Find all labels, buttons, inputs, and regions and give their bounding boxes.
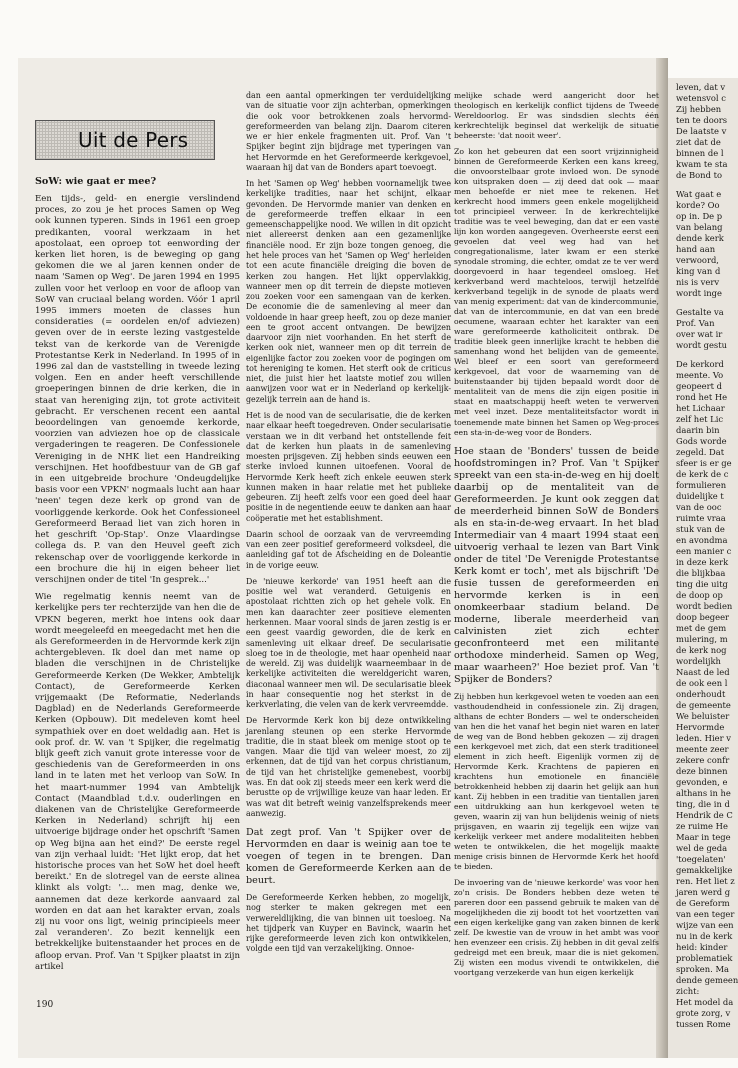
column-3 (454, 91, 659, 984)
text-line: onderhoudt (676, 689, 726, 699)
text-line: in deze kerk (676, 557, 729, 567)
text-line: dende kerk (676, 233, 724, 243)
paragraph: De Gereformeerde Kerken hebben, zo mogelijk, nog sterker te maken gekregen met een verwereldlijking, die van binnen uit toesloeg. Na het tijdperk van Kuyper en Bavinck, waarin het rijke gereformeerde leven zich kon ontwikkelen, volgde een tijd van verzakelijking. Onnoe- (246, 893, 451, 954)
text-line: heid: kinder (676, 942, 728, 952)
text-line: kwam te sta (676, 159, 728, 169)
text-line: doop begeer (676, 612, 730, 622)
text-line: duidelijke t (676, 491, 724, 501)
text-line: grote zorg, v (676, 1008, 731, 1018)
text-line: van de ooc (676, 502, 722, 512)
text-line (676, 299, 738, 307)
text-line: nis is verv (676, 277, 720, 287)
text-line: wetensvol c (676, 93, 726, 103)
text-line: We beluister (676, 711, 730, 721)
text-line: de kerk nog (676, 645, 727, 655)
text-line: de kerk de c (676, 469, 729, 479)
text-line: zekere confr (676, 755, 730, 765)
page-number: 190 (36, 1000, 54, 1010)
text-line: binnen de l (676, 148, 724, 158)
text-line: het Lichaar (676, 403, 725, 413)
text-line: wel de geda (676, 843, 728, 853)
text-line: wordelijkh (676, 656, 721, 666)
text-line: daarin bin (676, 425, 720, 435)
text-line: meente zeer (676, 744, 729, 754)
banner-title: Uit de Pers (78, 128, 189, 152)
text-line: ren. Het liet z (676, 876, 735, 886)
text-line: meente. Vo (676, 370, 724, 380)
text-line: zelf het Lic (676, 414, 724, 424)
text-line: ze ruime He (676, 821, 728, 831)
paragraph: De 'nieuwe kerkorde' van 1951 heeft aan die positie wel wat veranderd. Getuigenis en apostolaat richtten zich op het gehele volk. En men kan daarachter zeer positieve elementen herkennen. Maar vooral sinds de jaren zestig is er een geest vaardig geworden, die de kerk en samenleving uit elkaar dreef. De secularisatie sloeg toe in de theologie, met haar openheid naar de wereld. Zij was duidelijk waarneembaar in de kerkelijke activiteiten die wereldgericht waren, diaconaal wanneer men wil. De secularisatie bleek in haar consequentie nog het sterkst in de kerkverlating, die velen van de kerk vervreemdde. (246, 576, 451, 710)
paragraph: Hoe staan de 'Bonders' tussen de beide hoofdstromingen in? Prof. Van 't Spijker spreekt van een sta-in-de-weg en hij doelt daarbij op de mentaliteit van de Gereformeerden. Je kunt ook zeggen dat de meerderheid binnen SoW de Bonders als en sta-in-de-weg ervaart. In het blad Intermediair van 4 maart 1994 staat een uitvoerig verhaal te lezen van Bart Vink onder de titel 'De Verenigde Protestantse Kerk komt er toch', met als bijschrift 'De fusie tussen de gereformeerden en hervormde kerken is in een onomkeerbaar stadium beland. De moderne, liberale meerderheid van calvinisten ziet zich echter geconfronteerd met een militante orthodoxe minderheid. Samen op Weg, maar waarheen?' Hoe beziet prof. Van 't Spijker de Bonders? (454, 445, 659, 685)
paragraph: Een tijds-, geld- en energie verslindend proces, zo zou je het proces Samen op Weg ook kunnen typeren. Sinds in 1961 een groep predikanten, vooral werkzaam in het apostolaat, een oproep tot eenwording der kerken liet horen, is de beweging op gang gekomen die we al jaren kennen onder de naam 'Samen op Weg'. De jaren 1994 en 1995 zullen voor het verloop en voor de afloop van SoW van cruciaal belang worden. Vóór 1 april 1995 immers moeten de classes hun consideraties (= oordelen en/of adviezen) geven over de in eerste lezing vastgestelde tekst van de kerkorde van de Verenigde Protestantse Kerk in Nederland. In 1995 of in 1996 zal dan de vaststelling in tweede lezing volgen. Een en ander heeft verschillende groeperingen binnen de drie kerken, die in staat van hereniging zijn, tot grote activiteit gebracht. Er verschenen recent een aantal beoordelingen van genoemde kerkorde, voorzien van adviezen hoe op de classicale vergaderingen te reageren. De Confessionele Vereniging in de NHK liet een Handreiking verschijnen. Het hoofdbestuur van de GB gaf in een uitgebreide brochure 'Ondeugdelijke basis voor een VPKN' nogmaals lucht aan haar 'neen' tegen deze kerk op grond van de voorliggende kerkorde. Ook het Confessioneel Gereformeerd Beraad liet van zich horen in het geschrift 'Op-Stap'. Onze Vlaardingse collega ds. P. van den Heuvel geeft zich rekenschap over de voorliggende kerkorde in een brochure die hij in eigen beheer liet verschijnen onder de titel 'In gesprek...' (35, 194, 240, 585)
paragraph: De invoering van de 'nieuwe kerkorde' was voor hen zo'n crisis. De Bonders hebben deze weten te pareren door een passend gebruik te maken van de mogelijkheden die zij boodt tot het voortzetten van een eigen kerkelijke gang van zaken binnen de kerk zelf. De kwestie van de vrouw in het ambt was voor hen evenzeer een crisis. Zij hebben in dit geval zelfs gedreigd met een breuk, maar die is niet gekomen. Zij wisten een modus vivendi te ontwikkelen, die voortgang verzekerde van hun eigen kerkelijk (454, 877, 659, 977)
text-line: leden. Hier v (676, 733, 732, 743)
text-line: Naast de led (676, 667, 730, 677)
text-line: ruimte vraa (676, 513, 726, 523)
text-line: wordt bedien (676, 601, 733, 611)
right-page-text (676, 82, 738, 1030)
text-line: Wat gaat e (676, 189, 722, 199)
text-line: De kerkord (676, 359, 724, 369)
text-line: rond het He (676, 392, 728, 402)
text-line: ten te doors (676, 115, 728, 125)
text-line: geopeert d (676, 381, 723, 391)
text-line: nu in de kerk (676, 931, 733, 941)
text-line: wijze van een (676, 920, 734, 930)
text-line: de Gereform (676, 898, 730, 908)
text-line: van een teger (676, 909, 735, 919)
text-line: over wat ir (676, 329, 723, 339)
text-line: hand aan (676, 244, 716, 254)
paragraph: De Hervormde Kerk kon bij deze ontwikkeling jarenlang steunen op een sterke Hervormde traditie, die in staat bleek om menige stoot op te vangen. Maar die tijd van weleer moest, zo zij erkennen, dat de tijd van het corpus christianum, de tijd van het christelijke gemenebest, voorbij was. En dat ook zij steeds meer een kerk werd die berustte op de vrijwillige keuze van haar leden. Er was wat dit betreft weinig vanzelfsprekends meer aanwezig. (246, 716, 451, 818)
text-line: mulering, m (676, 634, 728, 644)
text-line: ziet dat de (676, 137, 721, 147)
text-line: king van d (676, 266, 721, 276)
column-1 (35, 168, 240, 979)
paragraph: Daarin school de oorzaak van de vervreemding van een zeer positief gereformeerd volksdeel, die aanleiding gaf tot de Afscheiding en de Doleantie in de vorige eeuw. (246, 529, 451, 570)
text-line: Gestalte va (676, 307, 724, 317)
text-line: Prof. Van (676, 318, 715, 328)
text-line: leven, dat v (676, 82, 726, 92)
text-line: op in. De p (676, 211, 723, 221)
text-line: wordt inge (676, 288, 722, 298)
text-line: sfeer is er ge (676, 458, 732, 468)
text-line: zicht: (676, 986, 700, 996)
text-line: van belang (676, 222, 723, 232)
text-line: gemakkelijke (676, 865, 733, 875)
text-line: ting, die in d (676, 799, 730, 809)
paragraph: melijke schade werd aangericht door het theologisch en kerkelijk conflict tijdens de Tweede Wereldoorlog. Er was sindsdien slechts één kerkrechtelijk beginsel dat werkelijk de situatie beheerste: 'dat nooit weer'. (454, 91, 659, 141)
text-line: korde? Oo (676, 200, 720, 210)
text-line: een manier c (676, 546, 732, 556)
text-line: Zij hebben (676, 104, 722, 114)
text-line: de doop op (676, 590, 723, 600)
text-line: de Bond to (676, 170, 723, 180)
text-line: 'toegelaten' (676, 854, 726, 864)
text-line: Hendrik de C (676, 810, 733, 820)
paragraph: Zo kon het gebeuren dat een soort vrijzinnigheid binnen de Gereformeerde Kerken een kans kreeg, die onvoorstelbaar grote invloed won. De synode kon uitspraken doen — zij deed dat ook — maar men behoefde er niet mee te rekenen. Het kerkrecht hood immers geen enkele mogelijkheid tot principieel verweer. In de kerkrechtelijke traditie was te veel beweging, dan dat er een vaste lijn kon worden aangegeven. Overheerste eerst een gevoelen dat veel weg had van het congregationalisme, later kwam er een sterke synodale stroming, die echter, omdat ze te ver werd doorgevoerd in haar tegendeel omsloeg. Het kerkverband werd machteloos, terwijl hetzelfde kerkverband tegelijk in de synode de plaats werd van menig experiment: dat van de kindercommunie, dat van de intercommunie, en dat van een brede oecumene, waaraan echter het karakter van een ware gereformeerde katholiciteit ontbrak. De traditie bleek geen innerlijke kracht te hebben die samenhang wond het belijden van de gemeente. Wel bleef er een soort van gereformeerd kerkgevoel, dat voor de waarneming van de buitenstaander bij tijden bepaald wordt door de mentaliteit van de mens die zijn eigen positie in staat en maatschappij heeft weten te verwerven met veel inzet. Deze mentaliteitsfactor wordt in toenemende mate binnen het Samen op Weg-proces een sta-in-de-weg voor de Bonders. (454, 147, 659, 437)
text-line (676, 351, 738, 359)
text-line: zegeld. Dat (676, 447, 725, 457)
column-2 (246, 91, 451, 961)
text-line: wordt gestu (676, 340, 727, 350)
text-line: althans in he (676, 788, 731, 798)
text-line: de gemeente (676, 700, 731, 710)
text-line: jaren werd g (676, 887, 731, 897)
paragraph: Het is de nood van de secularisatie, die de kerken naar elkaar heeft toegedreven. Onder secularisatie verstaan we in dit verband het ontstellende feit dat de kerken hun plaats in de samenleving moesten prijsgeven. Zij hebben sinds eeuwen een sterke invloed kunnen uitoefenen. Vooral de Hervormde Kerk heeft zich enkele eeuwen sterk kunnen maken in haar relatie met het publieke gebeuren. Zij heeft zelfs voor een goed deel haar positie in de negentiende eeuw te danken aan haar coöperatie met het establishment. (246, 410, 451, 523)
text-line: stuk van de (676, 524, 725, 534)
article-heading: SoW: wie gaat er mee? (35, 176, 157, 187)
text-line: problematiek (676, 953, 733, 963)
paragraph: dan een aantal opmerkingen ter verduidelijking van de situatie voor zijn achterban, opmerkingen die ook voor betrokkenen zoals hervormd-gereformeerden van belang zijn. Daarom citeren we er hier enkele fragmenten uit. Prof. Van 't Spijker begint zijn bijdrage met typeringen van het Hervormde en het Gereformeerde kerkgevoel, waaraan hij dat van de Bonders apart toevoegt. (246, 91, 451, 172)
text-line: dende gemeen (676, 975, 738, 985)
paragraph: Wie regelmatig kennis neemt van de kerkelijke pers ter rechterzijde van hen die de VPKN begeren, merkt hoe intens ook daar wordt meegeleefd en meegedacht met hen die als Gereformeerden in de Hervormde kerk zijn achtergebleven. Ik doel dan met name op bladen die verschijnen in de Christelijke Gereformeerde Kerken (De Wekker, Ambtelijk Contact), de Gereformeerde Kerken vrijgemaakt (De Reformatie, Nederlands Dagblad) en de Nederlands Gereformeerde Kerken (Opbouw). Dit medeleven komt heel sympathiek over en doet weldadig aan. Het is ook prof. dr. W. van 't Spijker, die regelmatig blijk geeft zich vanuit grote interesse voor de geschiedenis van de Gereformeerden in ons land in te laten met het verloop van SoW. In het maart-nummer 1994 van Ambtelijk Contact (Maandblad t.d.v. ouderlingen en diakenen van de Christelijke Gereformeerde Kerken in Nederland) schrijft hij een uitvoerige bijdrage onder het opschrift 'Samen op Weg bijna aan het eind?' De eerste regel van zijn verhaal luidt: 'Het lijkt erop, dat het historische proces van het SoW het doel heeft bereikt.' En de slotregel van de eerste alinea klinkt als volgt: '... men mag, denke we, aannemen dat deze kerkorde aanvaard zal worden en dat aan het karakter ervan, zoals zij nu voor ons ligt, weinig principieels meer zal veranderen'. Zo bezit kennelijk een betrekkelijke buitenstaander het proces en de afloop ervan. Prof. Van 't Spijker plaatst in zijn artikel (35, 592, 240, 972)
section-banner (35, 120, 215, 160)
text-line (676, 181, 738, 189)
text-line: en avondma (676, 535, 728, 545)
text-line: verwoord, (676, 255, 719, 265)
paragraph: Zij hebben hun kerkgevoel weten te voeden aan een vasthoudendheid in confessionele zin. Zij dragen, althans de echter Bonders — wel te onderscheiden van hen die het vanaf het begin niet waren en later de weg van de Bond hebben gekozen — zij dragen een kerkgevoel met zich, dat een sterk traditioneel element in zich heeft. Eigenlijk vormen zij de Hervormde Kerk. Krachtens de papieren en krachtens hun emotionele en financiële betrokkenheid hebben zij daarin het gelijk aan hun kant. Zij hebben in een traditie van tientallen jaren een uitdrukking aan hun kerkgevoel weten te geven, waarin zij van hun belijdenis weinig of niets prijsgaven, en waarin zij tegelijk een wijze van kerkelijk verkeer met andere modaliteiten hebben weten te ontwikkelen, die het mogelijk maakte menige crisis binnen de Hervormde Kerk het hoofd te bieden. (454, 691, 659, 871)
text-line: formulieren (676, 480, 727, 490)
text-line: met de gem (676, 623, 727, 633)
text-line: gevonden, e (676, 777, 728, 787)
paragraph: In het 'Samen op Weg' hebben voornamelijk twee kerkelijke tradities, naar het schijnt, elkaar gevonden. De Hervormde manier van denken en de gereformeerde treffen elkaar in een gemeenschappelijke nood. We willen in dit opzicht niet allereerst denken aan een gezamenlijke financiële nood. Er zijn boze tongen genoeg, die het hele proces van het 'Samen op Weg' herleiden tot een acute financiële dreiging die boven de kerken zou hangen. Het lijkt oppervlakkig, wanneer men op dit terrein de diepste motieven zou zoeken voor een samengaan van de kerken. De economie die de samenleving al meer dan voldoende in haar greep heeft, zou op deze manier een te groot accent ontvangen. De bewijzen daarvoor zijn niet voorhanden. En het sterft de kerken ook niet, wanneer men op dit terrein de eigenlijke factor zou zoeken voor de pogingen om tot hereniging te komen. Het sterft ook de criticus niet, die juist hier het laatste motief zou willen aanwijzen voor wat er in Nederland op kerkelijk-gezelijk terrein aan de hand is. (246, 179, 451, 404)
text-line: sproken. Ma (676, 964, 730, 974)
text-line: Hervormde (676, 722, 725, 732)
text-line: ting die uitg (676, 579, 728, 589)
text-line: Maar in tege (676, 832, 731, 842)
text-line: die blijkbaa (676, 568, 726, 578)
text-line: de ook een l (676, 678, 728, 688)
text-line: tussen Rome (676, 1019, 731, 1029)
paragraph: Dat zegt prof. Van 't Spijker over de Hervormden en daar is weinig aan toe te voegen of tegen in te brengen. Dan komen de Gereformeerde Kerken aan de beurt. (246, 827, 451, 887)
text-line: deze binnen (676, 766, 728, 776)
text-line: Het model da (676, 997, 734, 1007)
text-line: De laatste v (676, 126, 727, 136)
right-page-edge (668, 78, 738, 1058)
text-line: Gods worde (676, 436, 727, 446)
